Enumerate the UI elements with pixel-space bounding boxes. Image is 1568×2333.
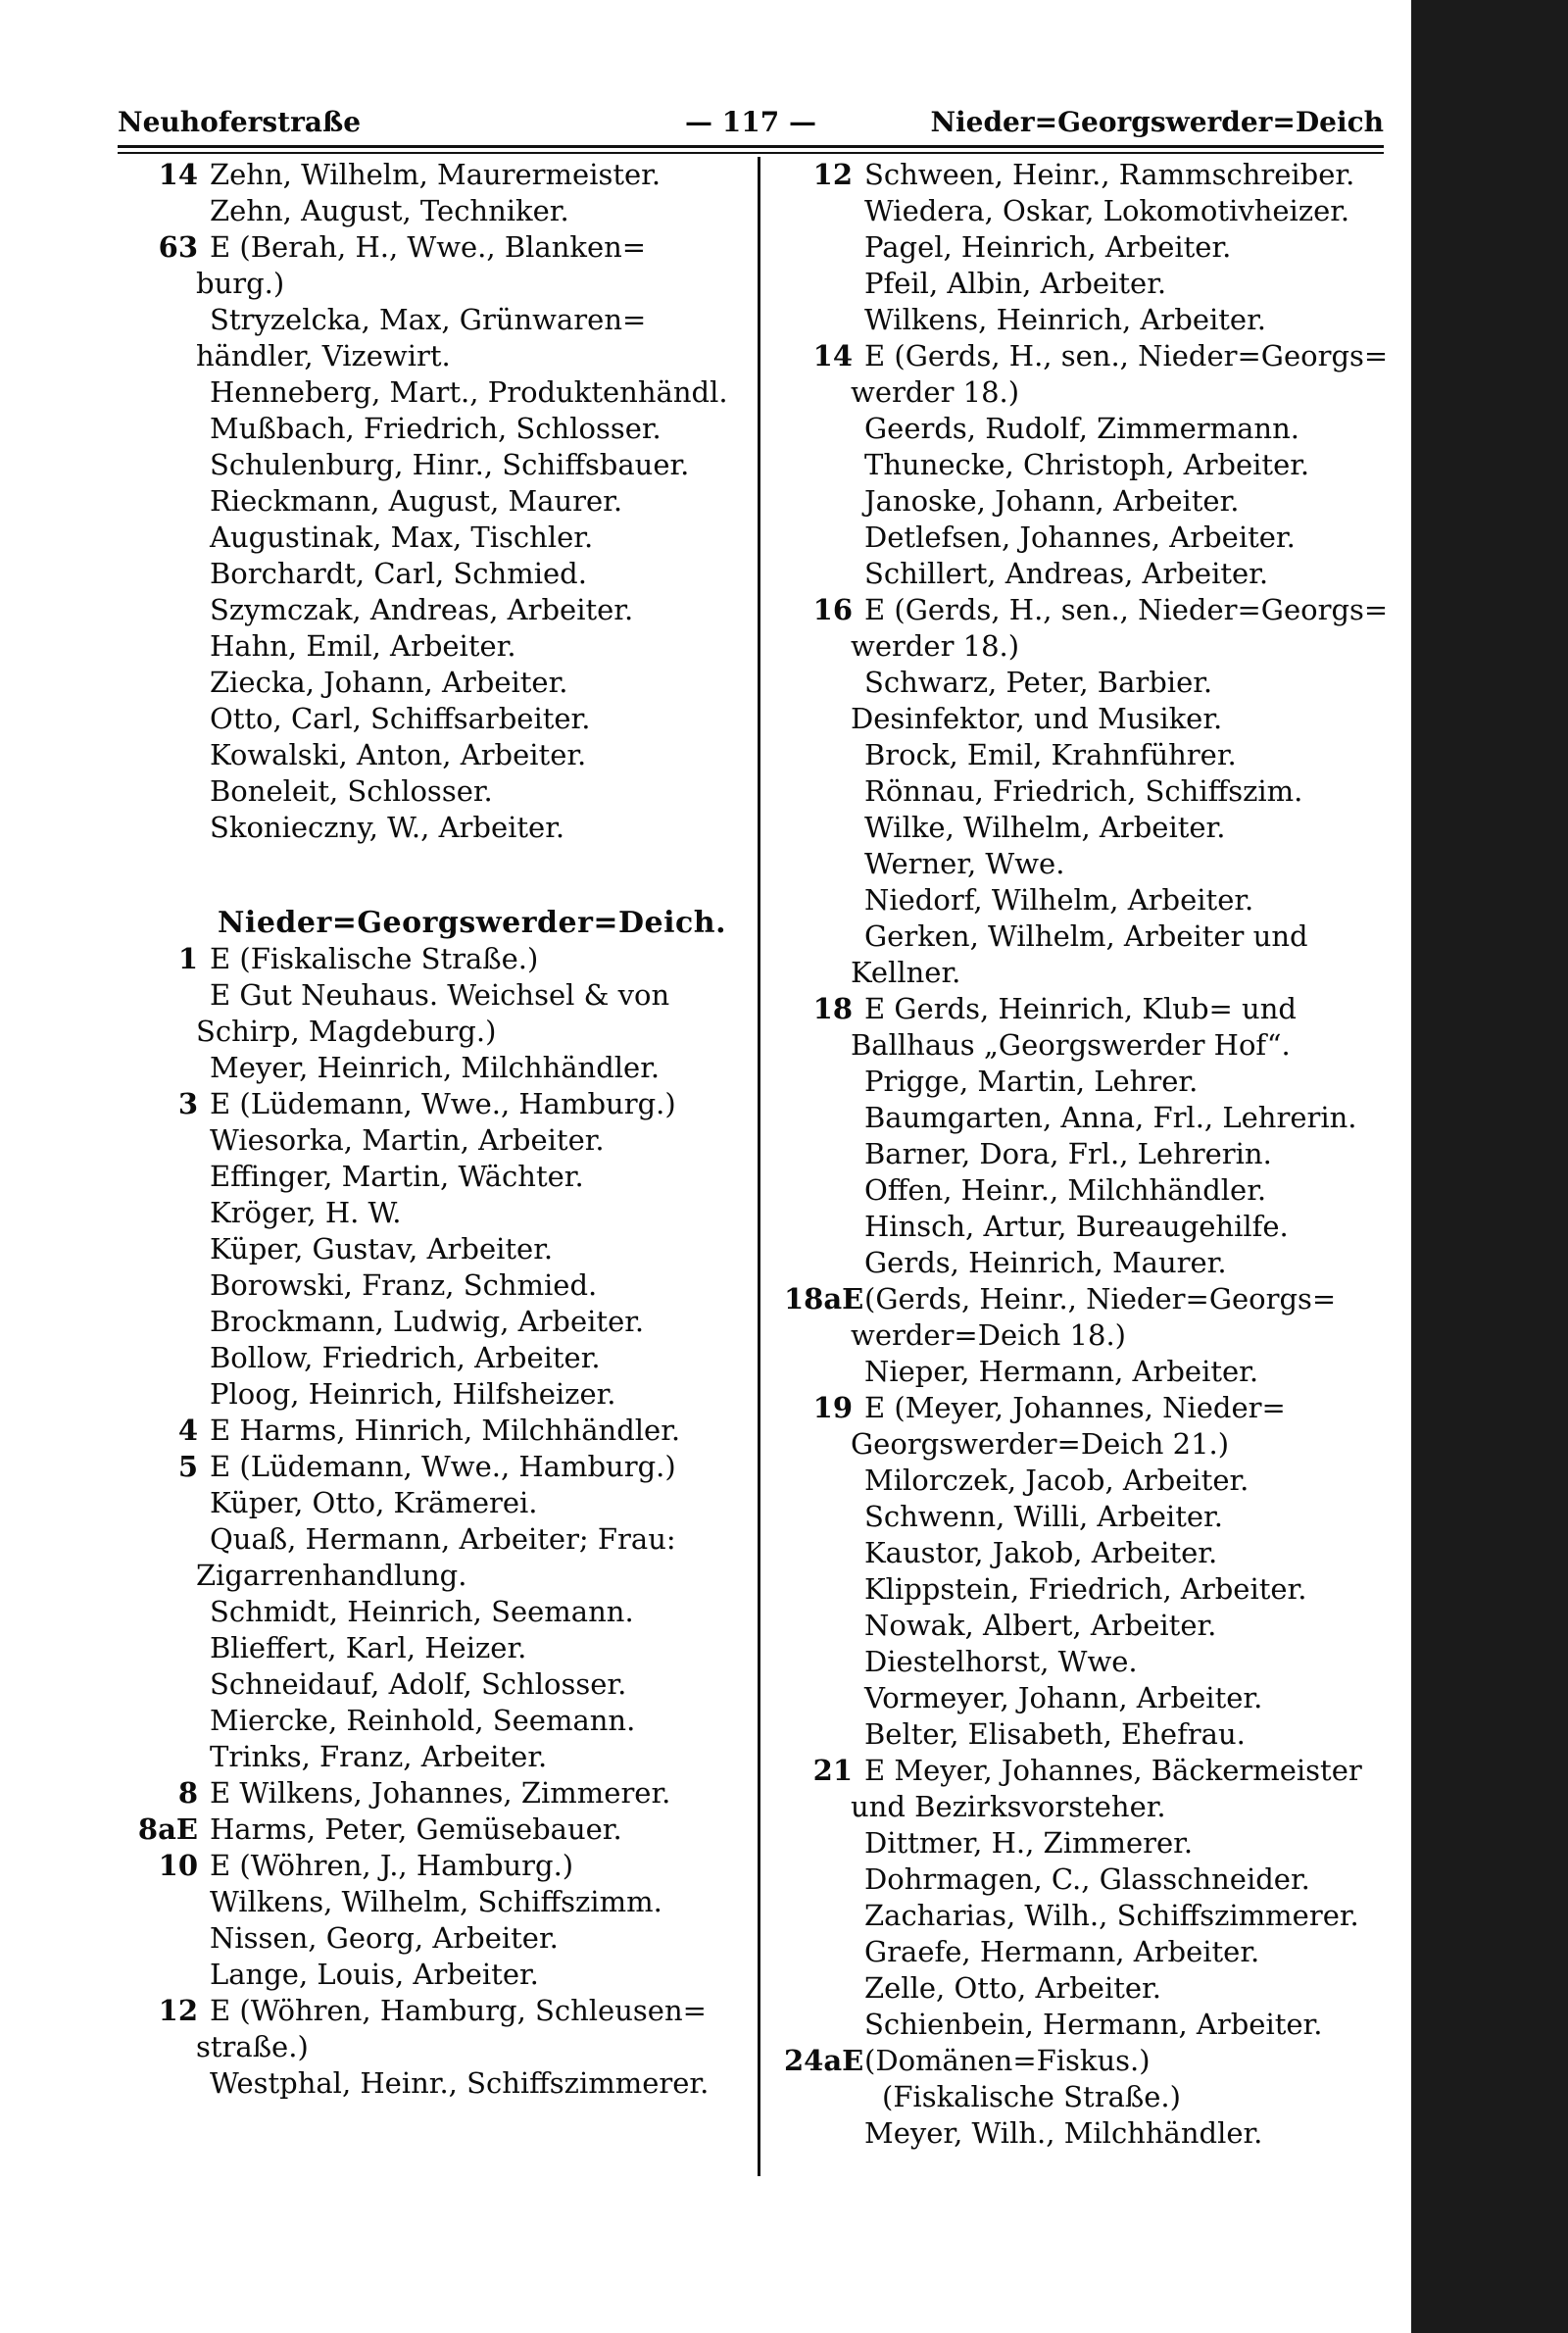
directory-entry bbox=[784, 1172, 1411, 1209]
entry-text: Ballhaus „Georgswerder Hof“. bbox=[851, 1028, 1291, 1062]
directory-entry bbox=[129, 810, 742, 846]
directory-entry bbox=[129, 483, 742, 520]
directory-entry bbox=[129, 1594, 742, 1630]
directory-entry bbox=[784, 1571, 1411, 1608]
directory-entry bbox=[784, 1680, 1411, 1716]
entry-text: burg.) bbox=[196, 267, 285, 300]
house-number: 12 bbox=[812, 158, 853, 191]
directory-entry bbox=[784, 1970, 1411, 2007]
directory-entry bbox=[784, 302, 1411, 338]
entry-text: Otto, Carl, Schiffsarbeiter. bbox=[210, 702, 591, 735]
entry-text: Graefe, Hermann, Arbeiter. bbox=[864, 1935, 1260, 1968]
entry-text: Bollow, Friedrich, Arbeiter. bbox=[210, 1341, 601, 1374]
directory-entry bbox=[129, 1848, 742, 1884]
directory-entry bbox=[784, 447, 1411, 483]
directory-entry bbox=[784, 2079, 1411, 2115]
entry-text: E (Wöhren, J., Hamburg.) bbox=[210, 1849, 574, 1882]
entry-text: Schillert, Andreas, Arbeiter. bbox=[864, 557, 1269, 590]
street-heading bbox=[129, 905, 742, 941]
directory-entry bbox=[784, 1644, 1411, 1680]
directory-entry bbox=[784, 1136, 1411, 1172]
entry-text: Küper, Gustav, Arbeiter. bbox=[210, 1232, 554, 1266]
entry-text: Kröger, H. W. bbox=[210, 1196, 402, 1229]
entry-text: E (Lüdemann, Wwe., Hamburg.) bbox=[210, 1087, 676, 1120]
entry-text: E (Fiskalische Straße.) bbox=[210, 942, 539, 975]
directory-entry bbox=[784, 193, 1411, 229]
directory-entry bbox=[129, 411, 742, 447]
directory-entry bbox=[784, 374, 1411, 411]
directory-entry bbox=[129, 1666, 742, 1703]
directory-entry bbox=[784, 1608, 1411, 1644]
entry-text: Schulenburg, Hinr., Schiffsbauer. bbox=[210, 448, 690, 481]
entry-text: Szymczak, Andreas, Arbeiter. bbox=[210, 593, 634, 626]
entry-text: Brock, Emil, Krahnführer. bbox=[864, 738, 1237, 771]
directory-entry bbox=[784, 1499, 1411, 1535]
entry-text: Effinger, Martin, Wächter. bbox=[210, 1160, 584, 1193]
entry-text: Harms, Peter, Gemüsebauer. bbox=[210, 1812, 622, 1846]
entry-text: Offen, Heinr., Milchhändler. bbox=[864, 1173, 1267, 1207]
directory-entry bbox=[129, 1086, 742, 1122]
entry-text: und Bezirksvorsteher. bbox=[851, 1790, 1166, 1823]
header-rule bbox=[118, 145, 1384, 148]
house-number: 3 bbox=[177, 1087, 198, 1120]
entry-text: Brockmann, Ludwig, Arbeiter. bbox=[210, 1305, 645, 1338]
entry-text: E Gerds, Heinrich, Klub= und bbox=[864, 992, 1297, 1025]
entry-text: E (Berah, H., Wwe., Blanken= bbox=[210, 230, 647, 264]
entry-text: Blieffert, Karl, Heizer. bbox=[210, 1631, 527, 1664]
directory-entry bbox=[784, 157, 1411, 193]
directory-entry bbox=[784, 483, 1411, 520]
entry-text: Stryzelcka, Max, Grünwaren= bbox=[210, 303, 647, 336]
entry-text: Meyer, Heinrich, Milchhändler. bbox=[210, 1051, 661, 1084]
house-number: 14 bbox=[812, 339, 853, 372]
entry-text: Rönnau, Friedrich, Schiffszim. bbox=[864, 774, 1303, 808]
entry-text: E (Wöhren, Hamburg, Schleusen= bbox=[210, 1994, 707, 2027]
entry-text: Wilkens, Heinrich, Arbeiter. bbox=[864, 303, 1266, 336]
entry-text: Zehn, August, Techniker. bbox=[210, 194, 569, 227]
directory-entry bbox=[129, 1267, 742, 1304]
entry-text: E (Gerds, H., sen., Nieder=Georgs= bbox=[864, 593, 1389, 626]
directory-entry bbox=[129, 1558, 742, 1594]
entry-text: Dittmer, H., Zimmerer. bbox=[864, 1826, 1194, 1860]
entry-text: Wiesorka, Martin, Arbeiter. bbox=[210, 1123, 605, 1157]
entry-text: (Gerds, Heinr., Nieder=Georgs= bbox=[864, 1282, 1337, 1315]
entry-text: Diestelhorst, Wwe. bbox=[864, 1645, 1138, 1678]
directory-entry bbox=[784, 846, 1411, 882]
entry-text: (Fiskalische Straße.) bbox=[882, 2080, 1181, 2113]
directory-entry bbox=[784, 1753, 1411, 1789]
entry-text: E Meyer, Johannes, Bäckermeister bbox=[864, 1754, 1362, 1787]
directory-entry bbox=[784, 338, 1411, 374]
entry-text: Milorczek, Jacob, Arbeiter. bbox=[864, 1464, 1250, 1497]
entry-text: händler, Vizewirt. bbox=[196, 339, 451, 372]
directory-entry bbox=[129, 665, 742, 701]
directory-entry bbox=[784, 701, 1411, 737]
entry-text: Borowski, Franz, Schmied. bbox=[210, 1268, 598, 1302]
entry-text: Gerds, Heinrich, Maurer. bbox=[864, 1246, 1227, 1279]
entry-text: Lange, Louis, Arbeiter. bbox=[210, 1958, 539, 1991]
entry-text: E Wilkens, Johannes, Zimmerer. bbox=[210, 1776, 671, 1810]
entry-text: Augustinak, Max, Tischler. bbox=[210, 521, 594, 554]
entry-text: Boneleit, Schlosser. bbox=[210, 774, 493, 808]
left-column bbox=[129, 157, 742, 2102]
directory-entry bbox=[129, 628, 742, 665]
directory-entry bbox=[784, 520, 1411, 556]
directory-entry bbox=[129, 447, 742, 483]
directory-entry bbox=[784, 1354, 1411, 1390]
entry-text: Schween, Heinr., Rammschreiber. bbox=[864, 158, 1355, 191]
entry-text: Pagel, Heinrich, Arbeiter. bbox=[864, 230, 1232, 264]
directory-entry bbox=[129, 1050, 742, 1086]
directory-entry bbox=[784, 1281, 1411, 1317]
column-divider bbox=[758, 157, 760, 2176]
entry-text: Zigarrenhandlung. bbox=[196, 1559, 467, 1592]
directory-entry bbox=[129, 1231, 742, 1267]
entry-text: Detlefsen, Johannes, Arbeiter. bbox=[864, 521, 1296, 554]
directory-entry bbox=[784, 773, 1411, 810]
entry-text: Prigge, Martin, Lehrer. bbox=[864, 1065, 1199, 1098]
section-gap bbox=[129, 846, 742, 905]
directory-entry bbox=[129, 1993, 742, 2029]
entry-text: E Harms, Hinrich, Milchhändler. bbox=[210, 1414, 681, 1447]
directory-entry bbox=[784, 1825, 1411, 1861]
directory-entry bbox=[129, 1812, 742, 1848]
entry-text: Wiedera, Oskar, Lokomotivheizer. bbox=[864, 194, 1350, 227]
street-heading-text: Nieder=Georgswerder=Deich. bbox=[218, 906, 727, 940]
entry-text: Kowalski, Anton, Arbeiter. bbox=[210, 738, 587, 771]
house-number: 4 bbox=[177, 1414, 198, 1447]
entry-text: Nowak, Albert, Arbeiter. bbox=[864, 1609, 1217, 1642]
entry-text: Schienbein, Hermann, Arbeiter. bbox=[864, 2008, 1323, 2041]
directory-entry bbox=[784, 918, 1411, 955]
entry-text: Nieper, Hermann, Arbeiter. bbox=[864, 1355, 1259, 1388]
directory-entry bbox=[784, 1789, 1411, 1825]
house-number: 14 bbox=[158, 158, 198, 191]
directory-entry bbox=[129, 2029, 742, 2065]
directory-entry bbox=[784, 2007, 1411, 2043]
entry-text: Nissen, Georg, Arbeiter. bbox=[210, 1921, 559, 1955]
directory-entry bbox=[129, 1775, 742, 1812]
entry-text: Mußbach, Friedrich, Schlosser. bbox=[210, 412, 662, 445]
entry-text: Baumgarten, Anna, Frl., Lehrerin. bbox=[864, 1101, 1357, 1134]
directory-entry bbox=[129, 229, 742, 266]
directory-entry bbox=[784, 2115, 1411, 2152]
directory-entry bbox=[129, 1485, 742, 1521]
entry-text: Meyer, Wilh., Milchhändler. bbox=[864, 2116, 1263, 2150]
entry-text: Schirp, Magdeburg.) bbox=[196, 1015, 497, 1048]
directory-entry bbox=[129, 1521, 742, 1558]
directory-entry bbox=[129, 1957, 742, 1993]
directory-entry bbox=[784, 229, 1411, 266]
entry-text: Zacharias, Wilh., Schiffszimmerer. bbox=[864, 1899, 1359, 1932]
directory-entry bbox=[129, 556, 742, 592]
directory-entry bbox=[129, 773, 742, 810]
page-header bbox=[118, 106, 1384, 145]
directory-entry bbox=[129, 1920, 742, 1957]
directory-entry bbox=[129, 266, 742, 302]
entry-text: straße.) bbox=[196, 2030, 309, 2063]
entry-text: E Gut Neuhaus. Weichsel & von bbox=[210, 978, 670, 1012]
directory-entry bbox=[129, 1449, 742, 1485]
header-street-name: Neuhoferstraße bbox=[118, 106, 362, 138]
house-number: 8aE bbox=[137, 1812, 198, 1846]
entry-text: E (Gerds, H., sen., Nieder=Georgs= bbox=[864, 339, 1389, 372]
directory-entry bbox=[784, 810, 1411, 846]
directory-entry bbox=[129, 701, 742, 737]
entry-text: Vormeyer, Johann, Arbeiter. bbox=[864, 1681, 1263, 1714]
entry-text: Desinfektor, und Musiker. bbox=[851, 702, 1223, 735]
entry-text: Niedorf, Wilhelm, Arbeiter. bbox=[864, 883, 1254, 917]
entry-text: Schwenn, Willi, Arbeiter. bbox=[864, 1500, 1223, 1533]
house-number: 21 bbox=[812, 1754, 853, 1787]
entry-text: Hahn, Emil, Arbeiter. bbox=[210, 629, 516, 663]
entry-text: E (Meyer, Johannes, Nieder= bbox=[864, 1391, 1286, 1424]
directory-entry bbox=[784, 1027, 1411, 1064]
directory-entry bbox=[784, 882, 1411, 918]
directory-entry bbox=[784, 1100, 1411, 1136]
entry-text: werder 18.) bbox=[851, 629, 1020, 663]
directory-entry bbox=[784, 1535, 1411, 1571]
directory-entry bbox=[784, 411, 1411, 447]
entry-text: Ziecka, Johann, Arbeiter. bbox=[210, 666, 568, 699]
directory-entry bbox=[129, 1304, 742, 1340]
directory-entry bbox=[129, 1884, 742, 1920]
directory-entry bbox=[129, 1340, 742, 1376]
entry-text: Dohrmagen, C., Glasschneider. bbox=[864, 1862, 1310, 1896]
entry-text: Trinks, Franz, Arbeiter. bbox=[210, 1740, 548, 1773]
directory-entry bbox=[784, 628, 1411, 665]
directory-entry bbox=[129, 592, 742, 628]
directory-entry bbox=[129, 1159, 742, 1195]
directory-entry bbox=[784, 266, 1411, 302]
house-number: 63 bbox=[158, 230, 198, 264]
directory-entry bbox=[784, 2043, 1411, 2079]
entry-text: Henneberg, Mart., Produktenhändl. bbox=[210, 375, 728, 409]
directory-entry bbox=[129, 520, 742, 556]
directory-entry bbox=[784, 737, 1411, 773]
entry-text: Rieckmann, August, Maurer. bbox=[210, 484, 623, 518]
directory-entry bbox=[784, 1898, 1411, 1934]
directory-entry bbox=[129, 193, 742, 229]
house-number: 19 bbox=[812, 1391, 853, 1424]
entry-text: Werner, Wwe. bbox=[864, 847, 1065, 880]
directory-entry bbox=[129, 2065, 742, 2102]
house-number: 12 bbox=[158, 1994, 198, 2027]
directory-entry bbox=[784, 1245, 1411, 1281]
directory-entry bbox=[129, 338, 742, 374]
entry-text: Thunecke, Christoph, Arbeiter. bbox=[864, 448, 1310, 481]
entry-text: Schmidt, Heinrich, Seemann. bbox=[210, 1595, 634, 1628]
directory-entry bbox=[129, 977, 742, 1014]
directory-entry bbox=[784, 1064, 1411, 1100]
house-number: 5 bbox=[177, 1450, 198, 1483]
entry-text: Georgswerder=Deich 21.) bbox=[851, 1427, 1230, 1461]
entry-text: Barner, Dora, Frl., Lehrerin. bbox=[864, 1137, 1272, 1170]
directory-entry bbox=[129, 1413, 742, 1449]
directory-entry bbox=[129, 302, 742, 338]
entry-text: Schneidauf, Adolf, Schlosser. bbox=[210, 1667, 627, 1701]
entry-text: Küper, Otto, Krämerei. bbox=[210, 1486, 538, 1519]
entry-text: (Domänen=Fiskus.) bbox=[864, 2044, 1151, 2077]
directory-entry bbox=[129, 1376, 742, 1413]
header-rule-thin bbox=[118, 152, 1384, 154]
entry-text: Miercke, Reinhold, Seemann. bbox=[210, 1704, 636, 1737]
directory-entry bbox=[129, 1014, 742, 1050]
house-number: 10 bbox=[158, 1849, 198, 1882]
entry-text: Schwarz, Peter, Barbier. bbox=[864, 666, 1213, 699]
page-number: — 117 — bbox=[685, 106, 816, 138]
entry-text: E (Lüdemann, Wwe., Hamburg.) bbox=[210, 1450, 676, 1483]
entry-text: Kaustor, Jakob, Arbeiter. bbox=[864, 1536, 1218, 1569]
entry-text: Wilke, Wilhelm, Arbeiter. bbox=[864, 811, 1226, 844]
house-number: 16 bbox=[812, 593, 853, 626]
entry-text: Skonieczny, W., Arbeiter. bbox=[210, 811, 565, 844]
entry-text: Westphal, Heinr., Schiffszimmerer. bbox=[210, 2066, 710, 2100]
house-number: 8 bbox=[177, 1776, 198, 1810]
entry-text: Geerds, Rudolf, Zimmermann. bbox=[864, 412, 1299, 445]
directory-entry bbox=[784, 1317, 1411, 1354]
house-number: 1 bbox=[177, 942, 198, 975]
entry-text: Kellner. bbox=[851, 956, 961, 989]
directory-entry bbox=[784, 1426, 1411, 1463]
entry-text: Janoske, Johann, Arbeiter. bbox=[864, 484, 1240, 518]
entry-text: Zelle, Otto, Arbeiter. bbox=[864, 1971, 1161, 2005]
entry-text: Pfeil, Albin, Arbeiter. bbox=[864, 267, 1167, 300]
house-number: 18 bbox=[812, 992, 853, 1025]
header-street-continuation: Nieder=Georgswerder=Deich bbox=[930, 106, 1384, 138]
directory-entry bbox=[129, 737, 742, 773]
directory-entry bbox=[129, 1703, 742, 1739]
entry-text: Hinsch, Artur, Bureaugehilfe. bbox=[864, 1210, 1289, 1243]
entry-text: Quaß, Hermann, Arbeiter; Frau: bbox=[210, 1522, 676, 1556]
directory-entry bbox=[784, 1934, 1411, 1970]
directory-entry bbox=[784, 955, 1411, 991]
entry-text: Klippstein, Friedrich, Arbeiter. bbox=[864, 1572, 1307, 1606]
entry-text: werder=Deich 18.) bbox=[851, 1318, 1126, 1352]
directory-entry bbox=[784, 1716, 1411, 1753]
directory-entry bbox=[784, 1463, 1411, 1499]
right-column bbox=[784, 157, 1411, 2152]
directory-entry bbox=[129, 1195, 742, 1231]
entry-text: Zehn, Wilhelm, Maurermeister. bbox=[210, 158, 662, 191]
directory-entry bbox=[129, 374, 742, 411]
entry-text: werder 18.) bbox=[851, 375, 1020, 409]
entry-text: Borchardt, Carl, Schmied. bbox=[210, 557, 587, 590]
directory-entry bbox=[129, 1122, 742, 1159]
house-number: 18aE bbox=[784, 1282, 864, 1315]
directory-entry bbox=[784, 991, 1411, 1027]
entry-text: Gerken, Wilhelm, Arbeiter und bbox=[864, 919, 1308, 953]
entry-text: Belter, Elisabeth, Ehefrau. bbox=[864, 1717, 1246, 1751]
directory-entry bbox=[784, 1390, 1411, 1426]
directory-entry bbox=[784, 1861, 1411, 1898]
house-number: 24aE bbox=[784, 2044, 864, 2077]
directory-entry bbox=[129, 157, 742, 193]
directory-entry bbox=[784, 592, 1411, 628]
directory-entry bbox=[784, 665, 1411, 701]
directory-entry bbox=[784, 556, 1411, 592]
directory-entry bbox=[129, 941, 742, 977]
entry-text: Ploog, Heinrich, Hilfsheizer. bbox=[210, 1377, 616, 1411]
directory-entry bbox=[784, 1209, 1411, 1245]
directory-entry bbox=[129, 1630, 742, 1666]
entry-text: Wilkens, Wilhelm, Schiffszimm. bbox=[210, 1885, 662, 1918]
directory-entry bbox=[129, 1739, 742, 1775]
